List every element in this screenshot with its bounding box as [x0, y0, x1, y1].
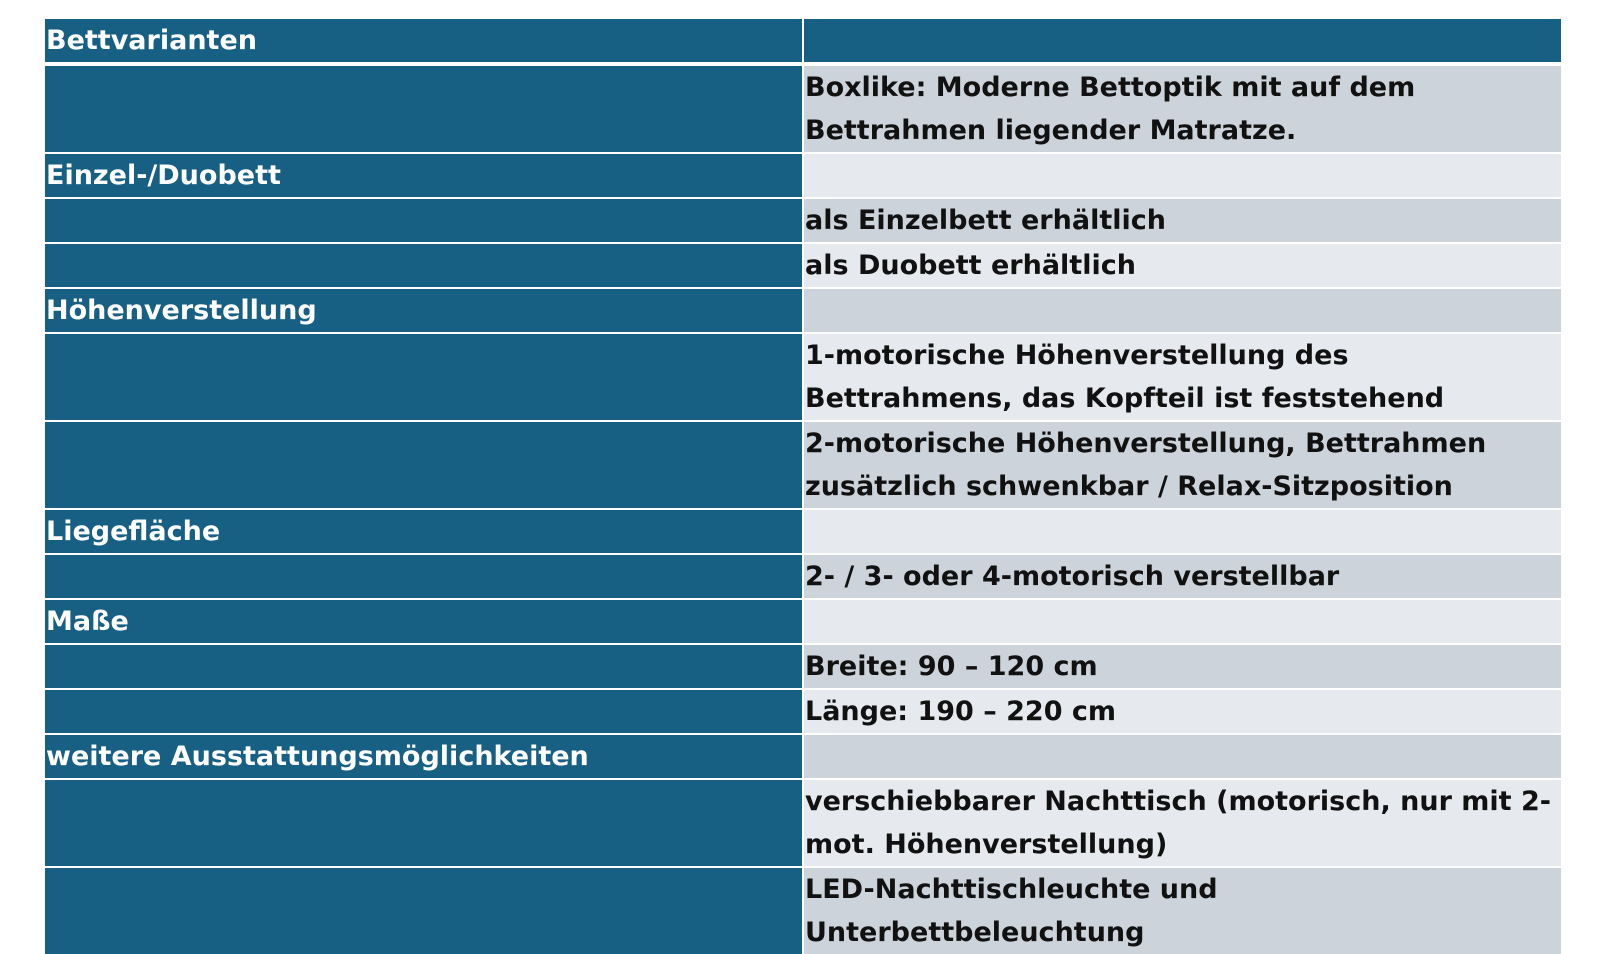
- value-cell: LED-Nachttischleuchte und Unterbettbeleuchtung: [803, 867, 1561, 954]
- table-row: [45, 599, 1561, 644]
- value-cell: [803, 599, 1561, 644]
- value-cell: Breite: 90 – 120 cm: [803, 644, 1561, 689]
- table-row: [45, 509, 1561, 554]
- table-row: [45, 644, 1561, 689]
- value-cell: als Einzelbett erhältlich: [803, 198, 1561, 243]
- category-cell: [45, 333, 803, 421]
- table-row: [45, 554, 1561, 599]
- value-cell: [803, 153, 1561, 198]
- table-row: [45, 421, 1561, 509]
- category-cell: [45, 421, 803, 509]
- category-cell: [45, 554, 803, 599]
- category-cell: [45, 198, 803, 243]
- table-row: [45, 867, 1561, 954]
- value-cell: [803, 509, 1561, 554]
- value-cell: Boxlike: Moderne Bettoptik mit auf dem Bettrahmen liegender Matratze.: [803, 64, 1561, 153]
- category-cell: [45, 689, 803, 734]
- table-row: [45, 288, 1561, 333]
- table-header-row: [45, 19, 1561, 64]
- value-cell: [803, 19, 1561, 64]
- value-cell: [803, 288, 1561, 333]
- value-cell: Länge: 190 – 220 cm: [803, 689, 1561, 734]
- table-row: [45, 198, 1561, 243]
- category-cell: [45, 64, 803, 153]
- value-cell: 1-motorische Höhenverstellung des Bettrahmens, das Kopfteil ist feststehend: [803, 333, 1561, 421]
- category-cell: Liegefläche: [45, 509, 803, 554]
- value-cell: verschiebbarer Nachttisch (motorisch, nur mit 2-mot. Höhenverstellung): [803, 779, 1561, 867]
- table-row: [45, 689, 1561, 734]
- table-row: [45, 779, 1561, 867]
- table-row: [45, 734, 1561, 779]
- category-cell: Maße: [45, 599, 803, 644]
- value-cell: [803, 734, 1561, 779]
- table-row: [45, 64, 1561, 153]
- table-row: [45, 153, 1561, 198]
- value-cell: 2-motorische Höhenverstellung, Bettrahmen zusätzlich schwenkbar / Relax-Sitzposition: [803, 421, 1561, 509]
- category-cell: weitere Ausstattungsmöglichkeiten: [45, 734, 803, 779]
- category-cell: [45, 644, 803, 689]
- category-cell: [45, 779, 803, 867]
- category-cell: Einzel-/Duobett: [45, 153, 803, 198]
- category-cell: [45, 243, 803, 288]
- table-row: [45, 243, 1561, 288]
- category-cell: Höhenverstellung: [45, 288, 803, 333]
- category-cell: [45, 867, 803, 954]
- value-cell: als Duobett erhältlich: [803, 243, 1561, 288]
- bed-spec-table: [45, 19, 1561, 954]
- table-row: [45, 333, 1561, 421]
- value-cell: 2- / 3- oder 4-motorisch verstellbar: [803, 554, 1561, 599]
- category-cell: Bettvarianten: [45, 19, 803, 64]
